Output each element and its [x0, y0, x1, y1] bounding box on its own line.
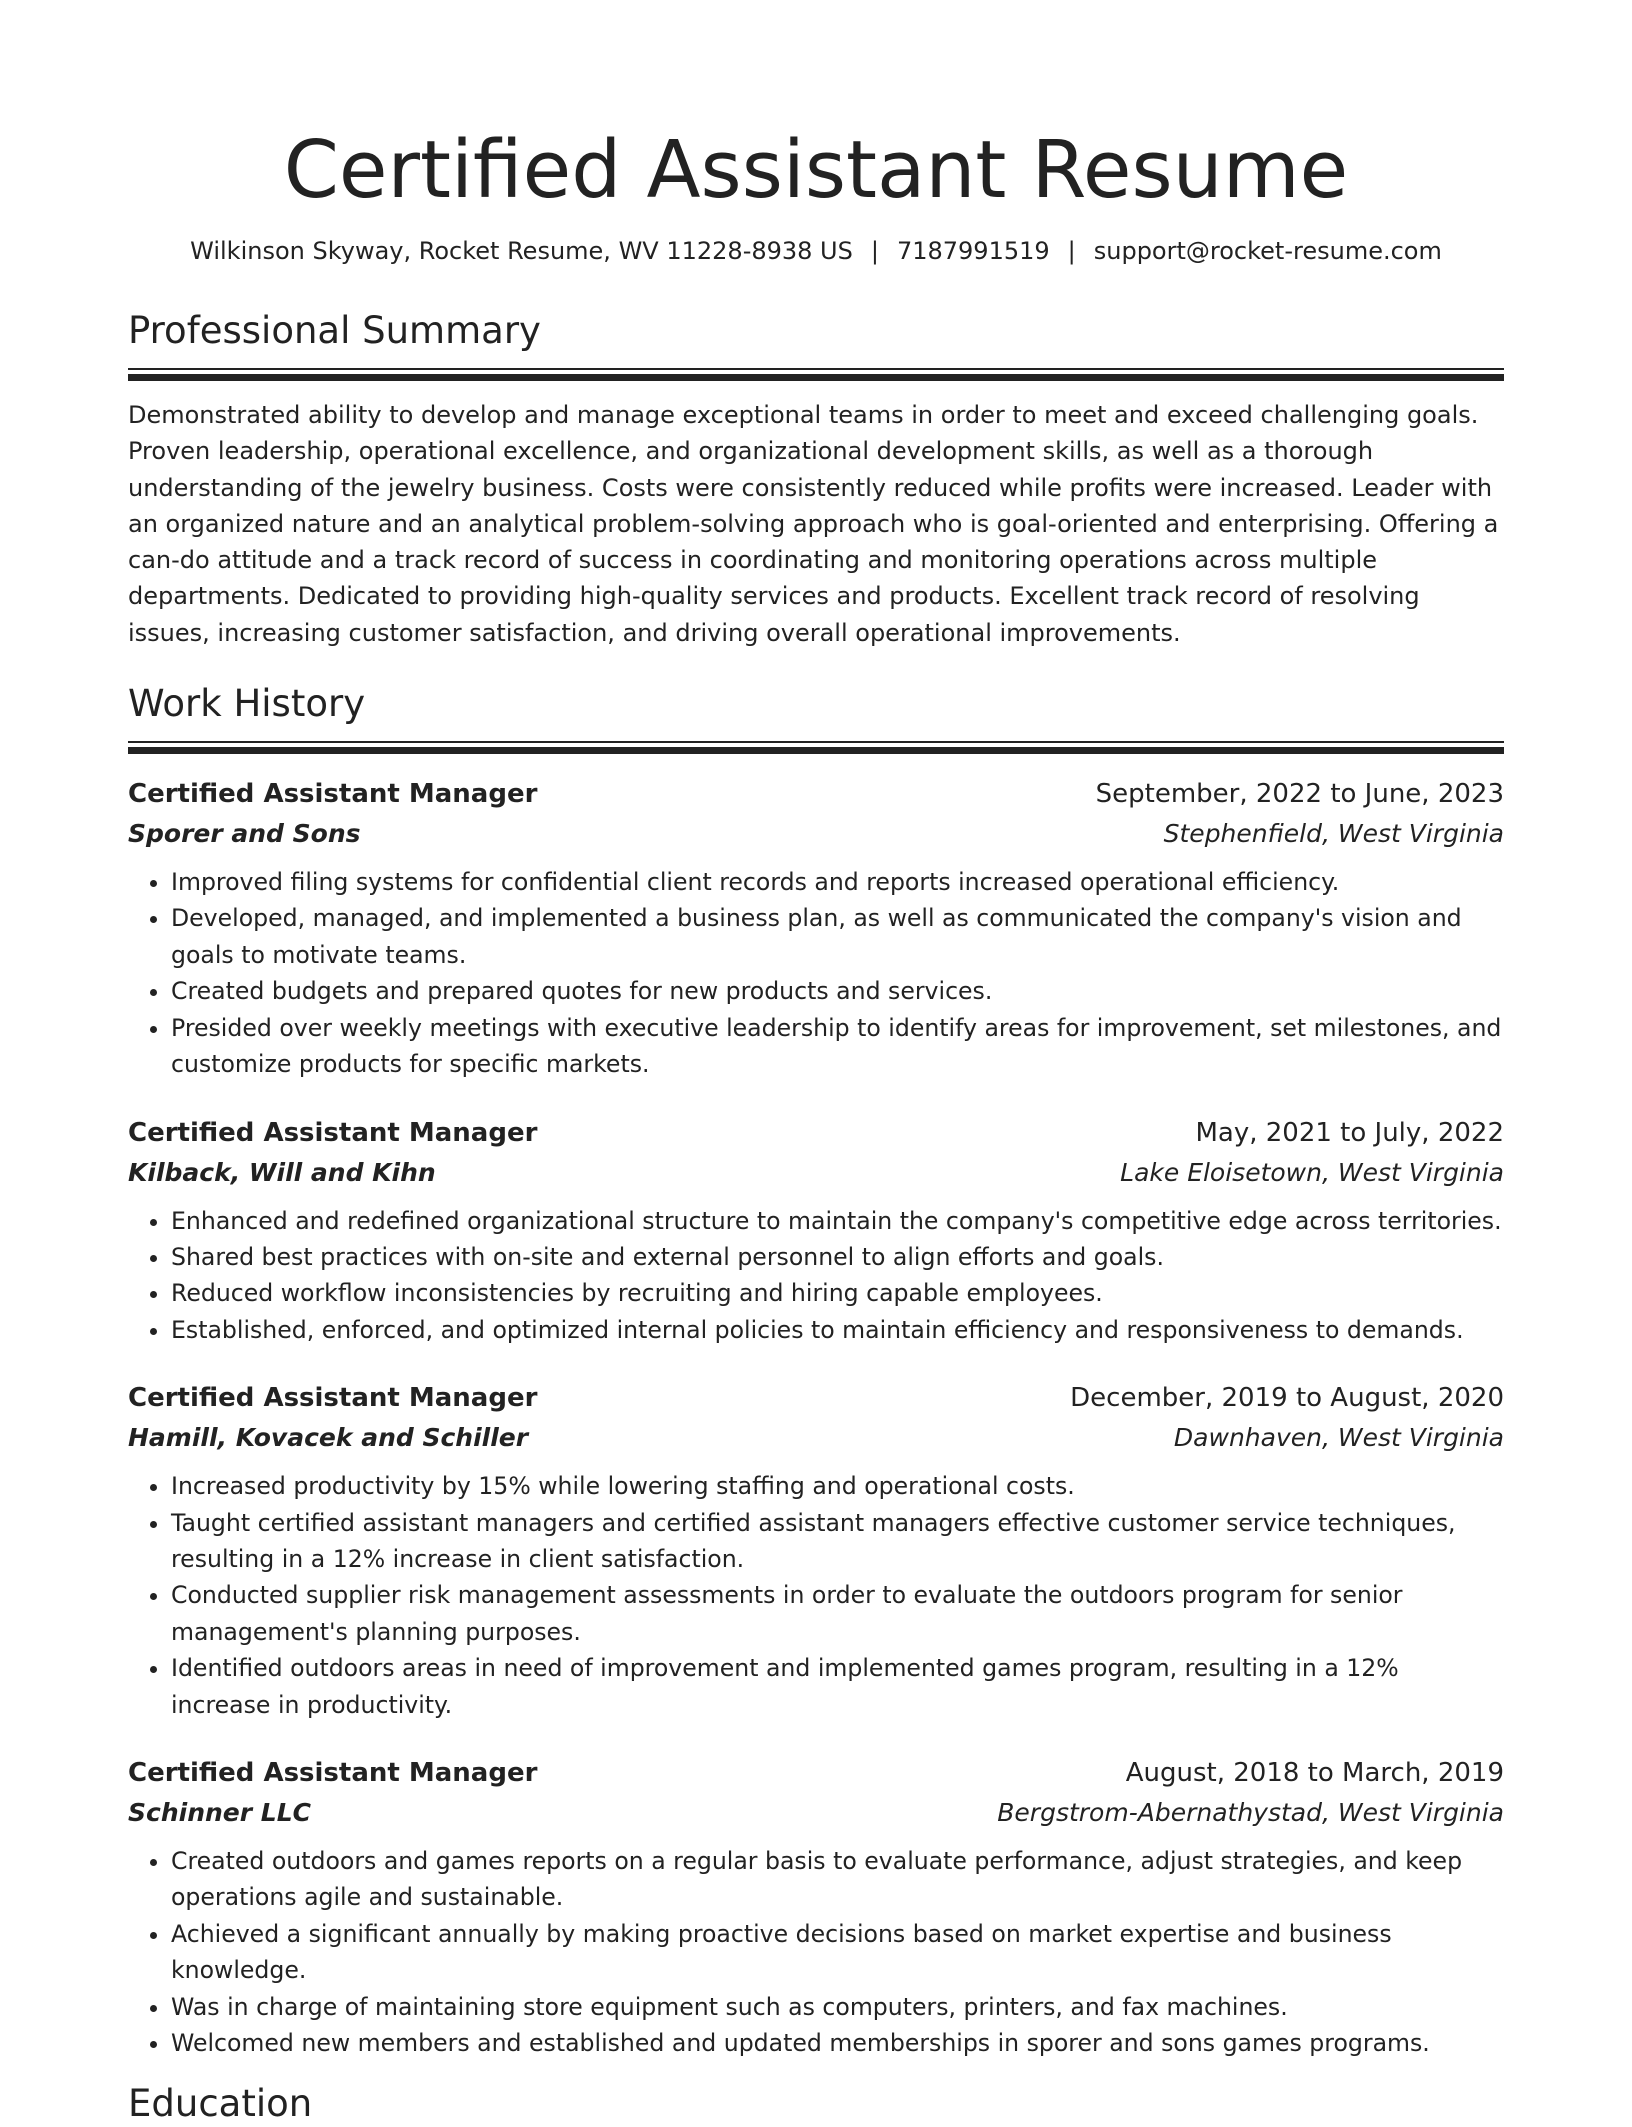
section-heading: Work History — [128, 682, 366, 726]
job-header-row — [128, 1378, 1504, 1418]
contact-email: support@rocket-resume.com — [1093, 237, 1442, 265]
job-bullets — [128, 1203, 1504, 1349]
list-item: • Was in charge of maintaining store equipment such as computers, printers, and fax machines. — [171, 1989, 1504, 2025]
job-dates: December, 2019 to August, 2020 — [1070, 1383, 1504, 1414]
job-location: Bergstrom-Abernathystad, West Virginia — [997, 1797, 1504, 1827]
job-company: Schinner LLC — [128, 1797, 311, 1827]
job-subheader-row — [128, 814, 1504, 854]
job-bullets — [128, 864, 1504, 1082]
job-header-row — [128, 1753, 1504, 1793]
job-entry — [128, 774, 1504, 1082]
summary-text: Demonstrated ability to develop and manage exceptional teams in order to meet and exceed challenging goals. Proven leadership, operational excellence, and organizational development skills, as well as a thorough understanding of the jewelry business. Costs were consistently reduced while profits were increased. Leader with an organized nature and an analytical problem-solving approach who is goal-oriented and enterprising. Offering a can-do attitude and a track record of success in coordinating and monitoring operations across multiple departments. Dedicated to providing high-quality services and products. Excellent track record of resolving issues, increasing customer satisfaction, and driving overall operational improvements. — [128, 401, 1499, 647]
contact-separator: | — [1067, 237, 1076, 265]
job-entry — [128, 1753, 1504, 2061]
section-divider-thick — [128, 374, 1504, 381]
job-subheader-row — [128, 1418, 1504, 1458]
job-company: Hamill, Kovacek and Schiller — [128, 1423, 529, 1453]
job-title: Certified Assistant Manager — [128, 779, 538, 810]
list-item: • Achieved a significant annually by making proactive decisions based on market expertise and business knowledge. — [171, 1916, 1504, 1989]
section-divider — [128, 741, 1504, 743]
list-item: • Created budgets and prepared quotes for new products and services. — [171, 973, 1504, 1009]
job-dates: August, 2018 to March, 2019 — [1125, 1757, 1504, 1788]
section-divider — [128, 368, 1504, 370]
job-title: Certified Assistant Manager — [128, 1757, 538, 1788]
job-entry — [128, 1378, 1504, 1723]
list-item: • Reduced workflow inconsistencies by recruiting and hiring capable employees. — [171, 1275, 1504, 1311]
section-heading: Education — [128, 2082, 313, 2126]
list-item: • Developed, managed, and implemented a business plan, as well as communicated the company's vision and goals to motivate teams. — [171, 900, 1504, 973]
resume-page — [128, 0, 1504, 2127]
contact-address: Wilkinson Skyway, Rocket Resume, WV 11228-8938 US — [190, 237, 853, 265]
list-item: • Taught certified assistant managers and certified assistant managers effective customer service techniques, resulting in a 12% increase in client satisfaction. — [171, 1505, 1504, 1578]
list-item: • Created outdoors and games reports on a regular basis to evaluate performance, adjust strategies, and keep operations agile and sustainable. — [171, 1843, 1504, 1916]
list-item: • Improved filing systems for confidential client records and reports increased operational efficiency. — [171, 864, 1504, 900]
section-divider-thick — [128, 747, 1504, 754]
list-item: • Shared best practices with on-site and external personnel to align efforts and goals. — [171, 1239, 1504, 1275]
job-location: Dawnhaven, West Virginia — [1173, 1423, 1504, 1453]
section-heading: Professional Summary — [128, 309, 541, 352]
job-entry — [128, 1113, 1504, 1349]
list-item: • Welcomed new members and established and updated memberships in sporer and sons games programs. — [171, 2025, 1504, 2061]
job-header-row — [128, 1113, 1504, 1153]
job-subheader-row — [128, 1153, 1504, 1193]
page-title: Certified Assistant Resume — [283, 124, 1349, 216]
list-item: • Identified outdoors areas in need of improvement and implemented games program, resulting in a 12% increase in productivity. — [171, 1650, 1504, 1723]
job-title: Certified Assistant Manager — [128, 1383, 538, 1414]
job-bullets — [128, 1468, 1504, 1723]
list-item: • Presided over weekly meetings with executive leadership to identify areas for improvement, set milestones, and customize products for specific markets. — [171, 1010, 1504, 1083]
list-item: • Enhanced and redefined organizational structure to maintain the company's competitive edge across territories. — [171, 1203, 1504, 1239]
list-item: • Established, enforced, and optimized internal policies to maintain efficiency and responsiveness to demands. — [171, 1312, 1504, 1348]
job-company: Kilback, Will and Kihn — [128, 1157, 436, 1187]
list-item: • Increased productivity by 15% while lowering staffing and operational costs. — [171, 1468, 1504, 1504]
work-history-section — [128, 681, 1504, 2061]
professional-summary-section — [128, 308, 1504, 651]
job-location: Stephenfield, West Virginia — [1163, 819, 1504, 849]
job-subheader-row — [128, 1793, 1504, 1833]
job-company: Sporer and Sons — [128, 819, 361, 849]
job-dates: May, 2021 to July, 2022 — [1195, 1117, 1504, 1148]
contact-phone: 7187991519 — [896, 237, 1050, 265]
job-location: Lake Eloisetown, West Virginia — [1120, 1157, 1504, 1187]
contact-separator: | — [870, 237, 879, 265]
education-section — [128, 2081, 1504, 2127]
contact-line — [128, 234, 1504, 268]
job-header-row — [128, 774, 1504, 814]
job-dates: September, 2022 to June, 2023 — [1095, 779, 1504, 810]
job-bullets — [128, 1843, 1504, 2061]
job-title: Certified Assistant Manager — [128, 1117, 538, 1148]
list-item: • Conducted supplier risk management assessments in order to evaluate the outdoors program for senior management's planning purposes. — [171, 1577, 1504, 1650]
